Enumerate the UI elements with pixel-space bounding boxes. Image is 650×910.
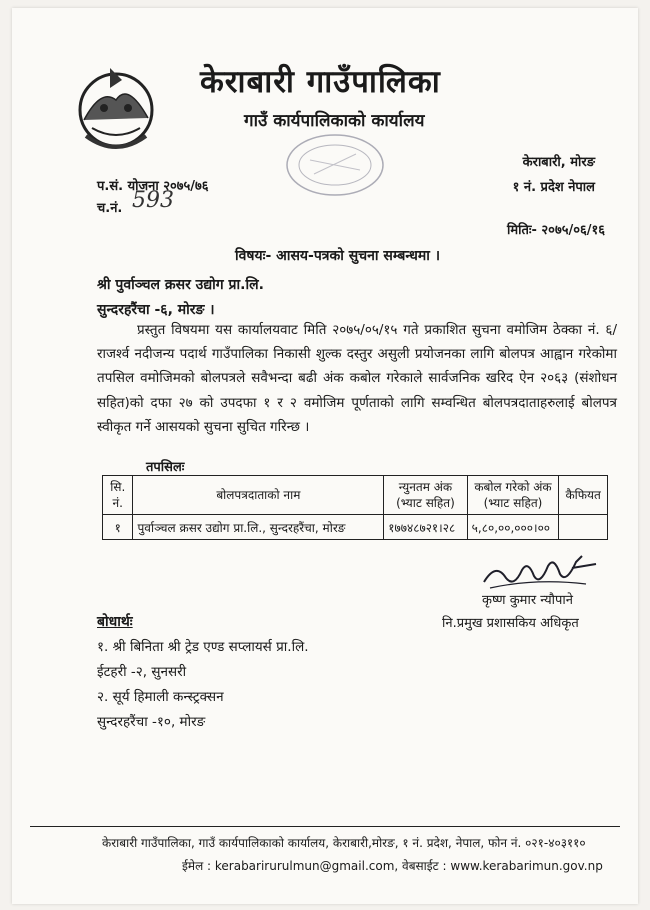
- tapasil-label: तपसिलः: [146, 460, 185, 475]
- nepal-emblem-icon: [66, 58, 166, 154]
- cc-label: बोधार्थः: [97, 614, 133, 630]
- body-paragraph: प्रस्तुत विषयमा यस कार्यालयवाट मिति २०७५/०५/१५ गते प्रकाशित सुचना वमोजिम ठेक्का नं. ६/राजर्श्व नदीजन्य पदार्थ गाउँपालिका निकासी शुल्क दस्तुर असुली प्रयोजनका लागि बोलपत्र आह्वान गरेकोमा तपसिल वमोजिमको बोलपत्रले सवैभन्दा बढी अंक कबोल गरेकाले सार्वजनिक खरिद ऐन २०६३ (संशोधन सहित)को दफा २७ को उपदफा १ र २ वमोजिम पूर्णताको लागि सम्वन्धित बोलपत्रदाताहरुलाई बोलपत्र स्वीकृत गर्ने आसयको सुचना सुचित गरिन्छ ।: [97, 322, 617, 435]
- cell-minimum: १७७४८७२१।२८: [384, 515, 467, 540]
- col-header-minimum: न्युनतम अंक (भ्याट सहित): [384, 476, 467, 515]
- office-address-line2: १ नं. प्रदेश नेपाल: [512, 180, 595, 195]
- footer-address: केराबारी गाउँपालिका, गाउँ कार्यपालिकाको कार्यालय, केराबारी,मोरङ, १ नं. प्रदेश, नेपाल, फोन नं. ०२१-४०३११०: [102, 836, 586, 850]
- signer-post: नि.प्रमुख प्रशासकिय अधिकृत: [442, 616, 579, 631]
- footer-divider: [30, 826, 620, 827]
- office-seal-stamp: [280, 130, 390, 200]
- chalani-label: च.नं.: [97, 201, 123, 216]
- col-header-sn: सि. नं.: [103, 476, 133, 515]
- bidder-table: [102, 475, 608, 540]
- col-header-bidder: बोलपत्रदाताको नाम: [133, 476, 384, 515]
- handwritten-signature: [476, 548, 606, 594]
- addressee-place: सुन्दरहरैंचा -६, मोरङ ।: [97, 302, 215, 318]
- cell-sn: १: [103, 515, 133, 540]
- cell-remarks: [559, 515, 608, 540]
- cc-line: सुन्दरहरैंचा -१०, मोरङ: [97, 714, 206, 730]
- cc-line: १. श्री बिनिता श्री ट्रेड एण्ड सप्लायर्स प्रा.लि.: [97, 639, 309, 655]
- letter-subject: विषयः- आसय-पत्रको सुचना सम्बन्धमा ।: [235, 248, 441, 264]
- office-subtitle: गाउँ कार्यपालिकाको कार्यालय: [244, 111, 425, 131]
- chalani-number: 593: [132, 188, 174, 213]
- office-title: केराबारी गाउँपालिका: [200, 64, 441, 100]
- cc-line: ईटहरी -२, सुनसरी: [97, 664, 187, 680]
- table-header-row: [103, 476, 608, 515]
- letter-date: मितिः- २०७५/०६/१६: [506, 223, 605, 238]
- footer-contact: ईमेल : kerabarirurulmun@gmail.com, वेबसाईट : www.kerabarimun.gov.np: [182, 859, 603, 873]
- signer-name: कृष्ण कुमार न्यौपाने: [482, 593, 573, 608]
- patra-sankhya: प.सं. योजना २०७५/७६: [97, 179, 209, 194]
- col-header-offered: कबोल गरेको अंक (भ्याट सहित): [467, 476, 559, 515]
- cell-offered: ५,८०,००,०००।००: [467, 515, 559, 540]
- table-row: [103, 515, 608, 540]
- office-address-line1: केराबारी, मोरङ: [522, 155, 595, 170]
- cc-line: २. सूर्य हिमाली कन्स्ट्रक्सन: [97, 689, 224, 705]
- addressee-name: श्री पुर्वाञ्चल क्रसर उद्योग प्रा.लि.: [97, 277, 264, 293]
- letter-body: [97, 318, 617, 439]
- cell-bidder-name: पुर्वाञ्चल क्रसर उद्योग प्रा.लि., सुन्दरहरैंचा, मोरङ: [133, 515, 384, 540]
- col-header-remarks: कैफियत: [559, 476, 608, 515]
